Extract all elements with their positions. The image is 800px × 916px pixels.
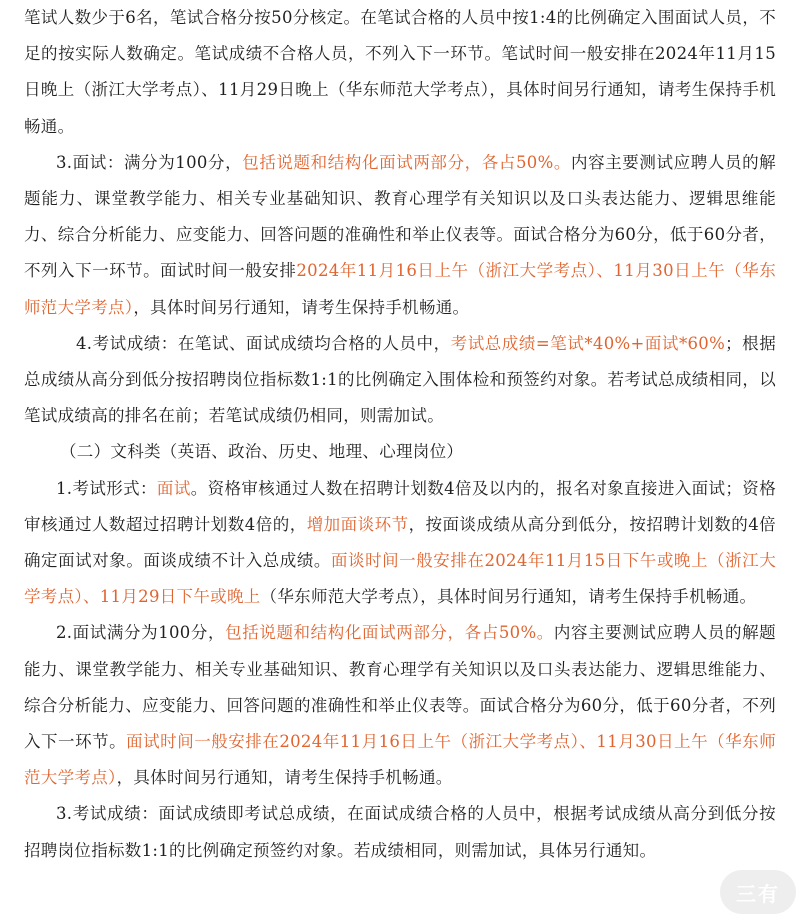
body-text: 笔试人数少于6名，笔试合格分按50分核定。在笔试合格的人员中按1:4的比例确定入围面试人员，不足的按实际人数确定。笔试成绩不合格人员，不列入下一环节。笔试时间一般安排在2024年11月15日晚上（浙江大学考点）、11月29日晚上（华东师范大学考点），具体时间另行通知，请考生保持手机畅通。 <box>24 8 776 136</box>
paragraph <box>24 145 776 326</box>
body-text: 。资格审核通过人数在招聘计划数4倍及以内的，报名对象直接进入面试；资格审核通过人数超过招聘计划数4倍的， <box>24 478 776 534</box>
body-text: 内容主要测试应聘人员的解题能力、课堂教学能力、相关专业基础知识、教育心理学有关知识以及口头表达能力、逻辑思维能力、综合分析能力、应变能力、回答问题的准确性和举止仪表等。面试合格分为60分，低于60分者，不列入下一环节。 <box>24 623 776 752</box>
body-text: 3.面试：满分为100分， <box>56 152 243 172</box>
body-text: （二）文科类（英语、政治、历史、地理、心理岗位） <box>60 442 464 462</box>
body-text: ，按面谈成绩从高分到低分，按招聘计划数的4倍确定面试对象。面谈成绩不计入总成绩。 <box>24 514 776 571</box>
paragraph <box>24 615 776 796</box>
highlighted-text: 包括说题和结构化面试两部分，各占50%。 <box>242 152 571 172</box>
highlighted-text: 面谈时间一般安排在2024年11月15日下午或晚上（浙江大学考点）、11月29日下午或晚上 <box>24 551 776 607</box>
highlighted-text: 2024年11月16日上午（浙江大学考点）、11月30日上午（华东师范大学考点） <box>24 261 776 317</box>
body-text: 1.考试形式： <box>56 478 157 498</box>
paragraph <box>24 471 776 616</box>
watermark-logo[interactable] <box>720 870 796 914</box>
body-text: ，具体时间另行通知，请考生保持手机畅通。 <box>116 768 453 788</box>
highlighted-text: 考试总成绩=笔试*40%+面试*60% <box>450 333 726 353</box>
body-text: 2.面试满分为100分， <box>56 623 226 643</box>
highlighted-text: 面试 <box>156 478 191 498</box>
paragraph <box>24 434 776 470</box>
paragraph <box>24 0 776 145</box>
highlighted-text: 增加面谈环节 <box>306 514 409 534</box>
highlighted-text: 包括说题和结构化面试两部分，各占50%。 <box>225 623 554 643</box>
watermark-text: 三有 <box>736 881 780 906</box>
body-text: ；根据总成绩从高分到低分按招聘岗位指标数1:1的比例确定入围体检和预签约对象。若考试总成绩相同，以笔试成绩高的排名在前；若笔试成绩仍相同，则需加试。 <box>24 333 776 426</box>
body-text: （华东师范大学考点），具体时间另行通知，请考生保持手机畅通。 <box>260 587 757 607</box>
highlighted-text: 面试时间一般安排在2024年11月16日上午（浙江大学考点）、11月30日上午（华东师范大学考点） <box>24 732 776 788</box>
paragraph <box>24 796 776 868</box>
paragraph <box>24 326 776 435</box>
body-text: 内容主要测试应聘人员的解题能力、课堂教学能力、相关专业基础知识、教育心理学有关知识以及口头表达能力、逻辑思维能力、综合分析能力、应变能力、回答问题的准确性和举止仪表等。面试合格分为60分，低于60分者，不列入下一环节。面试时间一般安排 <box>24 152 776 281</box>
body-text: 3.考试成绩：面试成绩即考试总成绩，在面试成绩合格的人员中，根据考试成绩从高分到低分按招聘岗位指标数1:1的比例确定预签约对象。若成绩相同，则需加试，具体另行通知。 <box>24 804 776 860</box>
body-text: 4.考试成绩：在笔试、面试成绩均合格的人员中， <box>76 333 451 353</box>
body-text: ，具体时间另行通知，请考生保持手机畅通。 <box>133 297 470 317</box>
